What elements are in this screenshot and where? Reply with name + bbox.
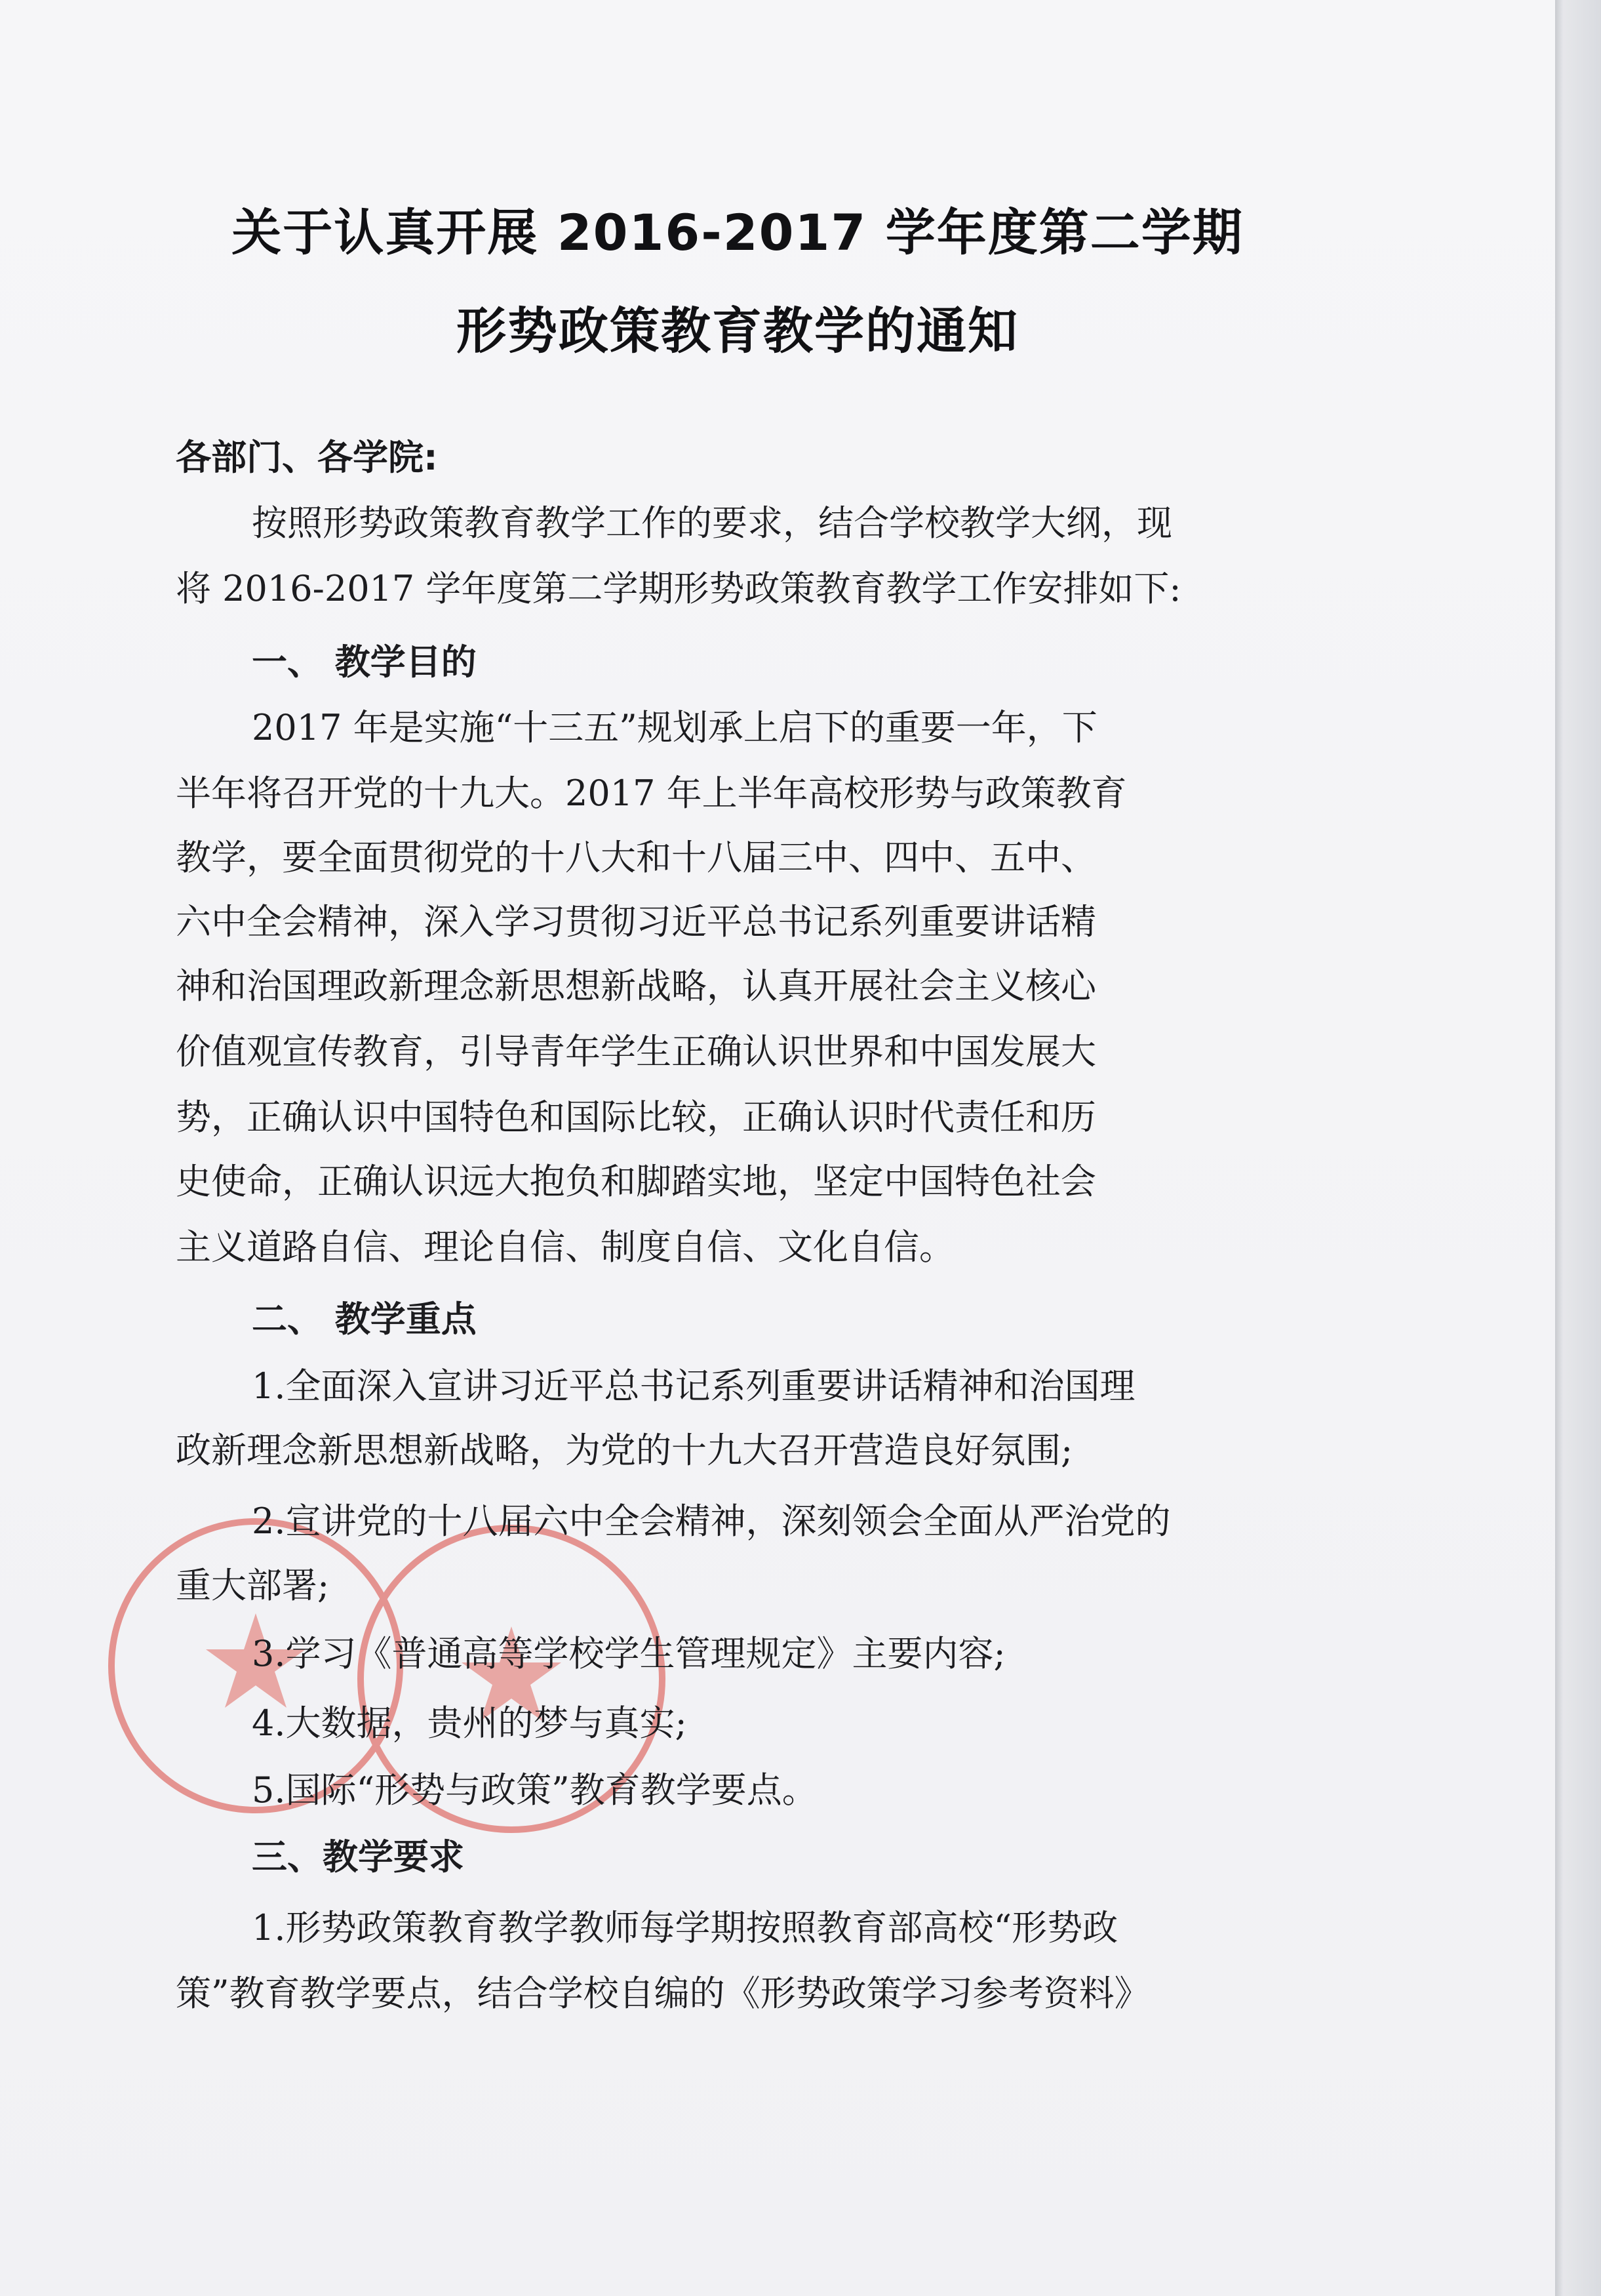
list-item: 3.学习《普通高等学校学生管理规定》主要内容; [252,1633,1006,1674]
intro-line: 按照形势政策教育教学工作的要求，结合学校教学大纲，现 [252,502,1172,544]
paragraph-line: 神和治国理政新理念新思想新战略，认真开展社会主义核心 [176,965,1096,1007]
paragraph-line: 半年将召开党的十九大。2017 年上半年高校形势与政策教育 [176,773,1127,814]
paragraph-line: 价值观宣传教育，引导青年学生正确认识世界和中国发展大 [176,1031,1096,1072]
title-line-2: 形势政策教育教学的通知 [456,302,1019,360]
paragraph-line: 六中全会精神，深入学习贯彻习近平总书记系列重要讲话精 [176,901,1096,942]
list-item: 2.宣讲党的十八届六中全会精神，深刻领会全面从严治党的 [252,1500,1171,1542]
salutation: 各部门、各学院: [176,437,438,478]
list-item-continuation: 政新理念新思想新战略，为党的十九大召开营造良好氛围; [176,1430,1073,1471]
list-item: 1.全面深入宣讲习近平总书记系列重要讲话精神和治国理 [252,1365,1136,1407]
paragraph-line: 势，正确认识中国特色和国际比较，正确认识时代责任和历 [176,1097,1096,1138]
list-item: 4.大数据，贵州的梦与真实; [252,1702,687,1744]
paragraph-line: 策”教育教学要点，结合学校自编的《形势政策学习参考资料》 [176,1973,1150,2014]
paragraph-line: 教学，要全面贯彻党的十八大和十八届三中、四中、五中、 [176,837,1096,878]
paragraph-line: 主义道路自信、理论自信、制度自信、文化自信。 [176,1226,955,1268]
list-item-continuation: 重大部署; [176,1565,330,1606]
section-heading-focus: 二、 教学重点 [252,1299,477,1340]
list-item: 5.国际“形势与政策”教育教学要点。 [252,1769,818,1811]
section-heading-purpose: 一、 教学目的 [252,641,477,683]
paragraph-line: 2017 年是实施“十三五”规划承上启下的重要一年，下 [252,707,1097,748]
section-heading-requirements: 三、教学要求 [252,1836,464,1878]
intro-line: 将 2016-2017 学年度第二学期形势政策教育教学工作安排如下: [176,568,1181,609]
notice-title [0,184,1475,380]
title-line-1: 关于认真开展 2016-2017 学年度第二学期 [231,203,1244,262]
paragraph-line: 史使命，正确认识远大抱负和脚踏实地，坚定中国特色社会 [176,1161,1096,1202]
paragraph-line: 1.形势政策教育教学教师每学期按照教育部高校“形势政 [252,1907,1118,1948]
page-edge-shadow [1555,0,1601,2296]
